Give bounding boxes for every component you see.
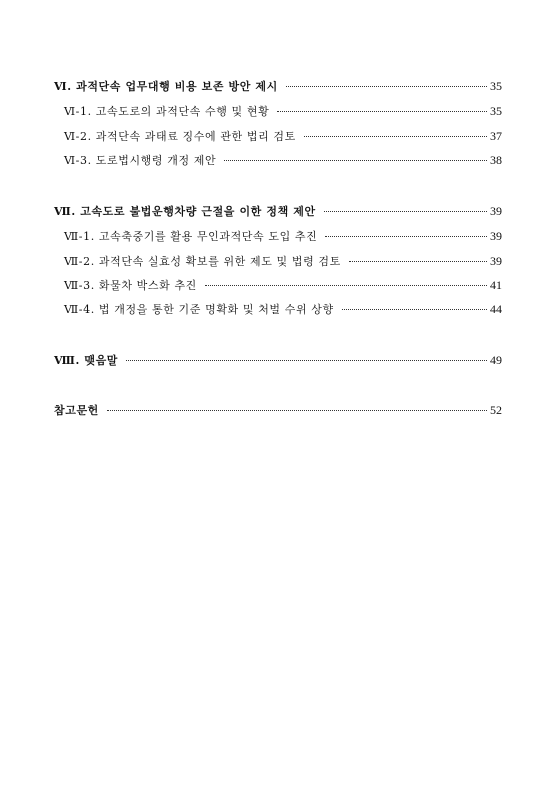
toc-item-title: Ⅶ-1. 고속축중기를 활용 무인과적단속 도입 추진 xyxy=(64,230,318,243)
toc-page-number: 52 xyxy=(490,403,502,417)
toc-page-number: 44 xyxy=(490,302,502,316)
dot-leader xyxy=(107,410,487,411)
toc-item-7-3[interactable] xyxy=(64,278,502,293)
toc-references[interactable] xyxy=(54,403,502,418)
toc-item-title: Ⅵ-1. 고속도로의 과적단속 수행 및 현황 xyxy=(64,105,270,118)
toc-page-number: 41 xyxy=(490,278,502,292)
toc-page-number: 39 xyxy=(490,229,502,243)
toc-page-number: 39 xyxy=(490,254,502,268)
toc-item-title: Ⅶ-2. 과적단속 실효성 확보를 위한 제도 및 법령 검토 xyxy=(64,255,341,268)
dot-leader xyxy=(277,111,487,112)
toc-page-number: 35 xyxy=(490,104,502,118)
toc-page-number: 49 xyxy=(490,353,502,367)
toc-section-title: Ⅶ. 고속도로 불법운행차량 근절을 이한 정책 제안 xyxy=(54,205,316,218)
toc-item-title: Ⅶ-3. 화물차 박스화 추진 xyxy=(64,279,197,292)
toc-item-7-2[interactable] xyxy=(64,254,502,269)
toc-section-7[interactable] xyxy=(54,204,502,219)
toc-section-6[interactable] xyxy=(54,79,502,94)
toc-item-6-3[interactable] xyxy=(64,153,502,168)
dot-leader xyxy=(286,86,487,87)
toc-page-number: 39 xyxy=(490,204,502,218)
dot-leader xyxy=(304,136,487,137)
dot-leader xyxy=(349,261,487,262)
toc-page-number: 38 xyxy=(490,153,502,167)
dot-leader xyxy=(325,236,487,237)
toc-section-8[interactable] xyxy=(54,353,502,368)
toc-item-6-1[interactable] xyxy=(64,104,502,119)
dot-leader xyxy=(324,211,487,212)
toc-item-title: Ⅵ-3. 도로법시행령 개정 제안 xyxy=(64,154,217,167)
toc-item-title: Ⅶ-4. 법 개정을 통한 기준 명확화 및 처벌 수위 상향 xyxy=(64,303,334,316)
toc-section-title: Ⅵ. 과적단속 업무대행 비용 보존 방안 제시 xyxy=(54,80,278,93)
toc-page-number: 35 xyxy=(490,79,502,93)
dot-leader xyxy=(224,160,487,161)
toc-section-title: Ⅷ. 맺음말 xyxy=(54,354,119,367)
dot-leader xyxy=(126,360,487,361)
toc-item-title: Ⅵ-2. 과적단속 과태료 징수에 관한 법리 검토 xyxy=(64,130,296,143)
dot-leader xyxy=(205,285,487,286)
toc-item-6-2[interactable] xyxy=(64,129,502,144)
toc-item-7-4[interactable] xyxy=(64,302,502,317)
toc-section-title: 참고문헌 xyxy=(54,404,99,417)
toc-item-7-1[interactable] xyxy=(64,229,502,244)
toc-page-number: 37 xyxy=(490,129,502,143)
dot-leader xyxy=(342,309,487,310)
